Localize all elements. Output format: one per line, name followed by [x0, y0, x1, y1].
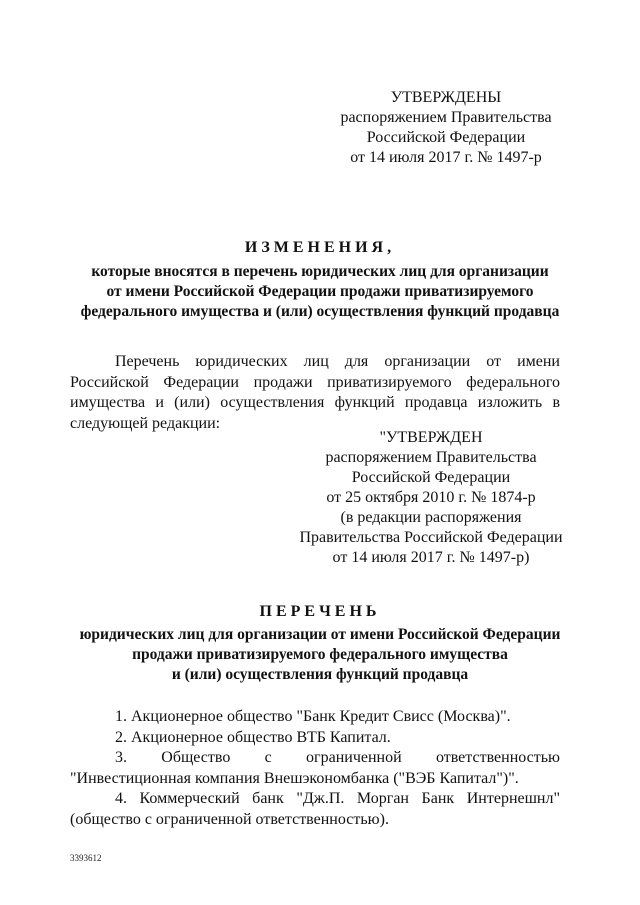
- approval-stamp-inner: [296, 428, 566, 568]
- approval-line: распоряжением Правительства: [340, 109, 552, 126]
- approval-date: от 14 июля 2017 г. № 1497-р): [332, 549, 530, 566]
- changes-heading-title: [40, 238, 600, 258]
- list-heading-title: [40, 602, 600, 622]
- approval-line: (в редакции распоряжения: [340, 509, 522, 526]
- approval-line: Российской Федерации: [351, 469, 511, 486]
- approval-line: распоряжением Правительства: [325, 449, 537, 466]
- intro-paragraph: [70, 352, 560, 434]
- approval-line: Российской Федерации: [366, 129, 526, 146]
- entity-list: [70, 707, 560, 830]
- heading-line: от имени Российской Федерации продажи приватизируемого: [106, 283, 534, 300]
- list-item: 2. Акционерное общество ВТБ Капитал.: [115, 728, 391, 746]
- heading-title: ИЗМЕНЕНИЯ,: [244, 239, 396, 256]
- intro-text: Перечень юридических лиц для организации от имени Российской Федерации продажи приватизируемого федерального имущества и (или) осуществления функций продавца изложить в следующей редакции:: [70, 353, 560, 432]
- list-item: 4. Коммерческий банк "Дж.П. Морган Банк Интернешнл" (общество с ограниченной ответственностью).: [70, 790, 560, 828]
- changes-heading-subtitle: [40, 262, 600, 322]
- list-heading-subtitle: [40, 625, 600, 685]
- document-code: 3393612: [70, 853, 102, 863]
- heading-line: и (или) осуществления функций продавца: [171, 666, 469, 683]
- approval-date: от 25 октября 2010 г. № 1874-р: [326, 489, 536, 506]
- approval-line: Правительства Российской Федерации: [299, 529, 563, 546]
- heading-title: ПЕРЕЧЕНЬ: [259, 603, 381, 620]
- list-item: 1. Акционерное общество "Банк Кредит Свисс (Москва)".: [115, 708, 511, 725]
- heading-line: продажи приватизируемого федерального имущества: [132, 646, 508, 663]
- list-item: 3. Общество с ограниченной ответственностью "Инвестиционная компания Внешэкономбанка ("ВЭБ Капитал")".: [70, 749, 560, 787]
- heading-line: которые вносятся в перечень юридических лиц для организации: [91, 263, 549, 280]
- heading-line: федерального имущества и (или) осуществления функций продавца: [80, 303, 560, 320]
- approval-title: УТВЕРЖДЕНЫ: [390, 89, 502, 106]
- approval-date: от 14 июля 2017 г. № 1497-р: [350, 149, 542, 166]
- heading-line: юридических лиц для организации от имени Российской Федерации: [79, 626, 561, 643]
- approval-title: "УТВЕРЖДЕН: [379, 429, 483, 446]
- approval-stamp-top: [330, 88, 562, 168]
